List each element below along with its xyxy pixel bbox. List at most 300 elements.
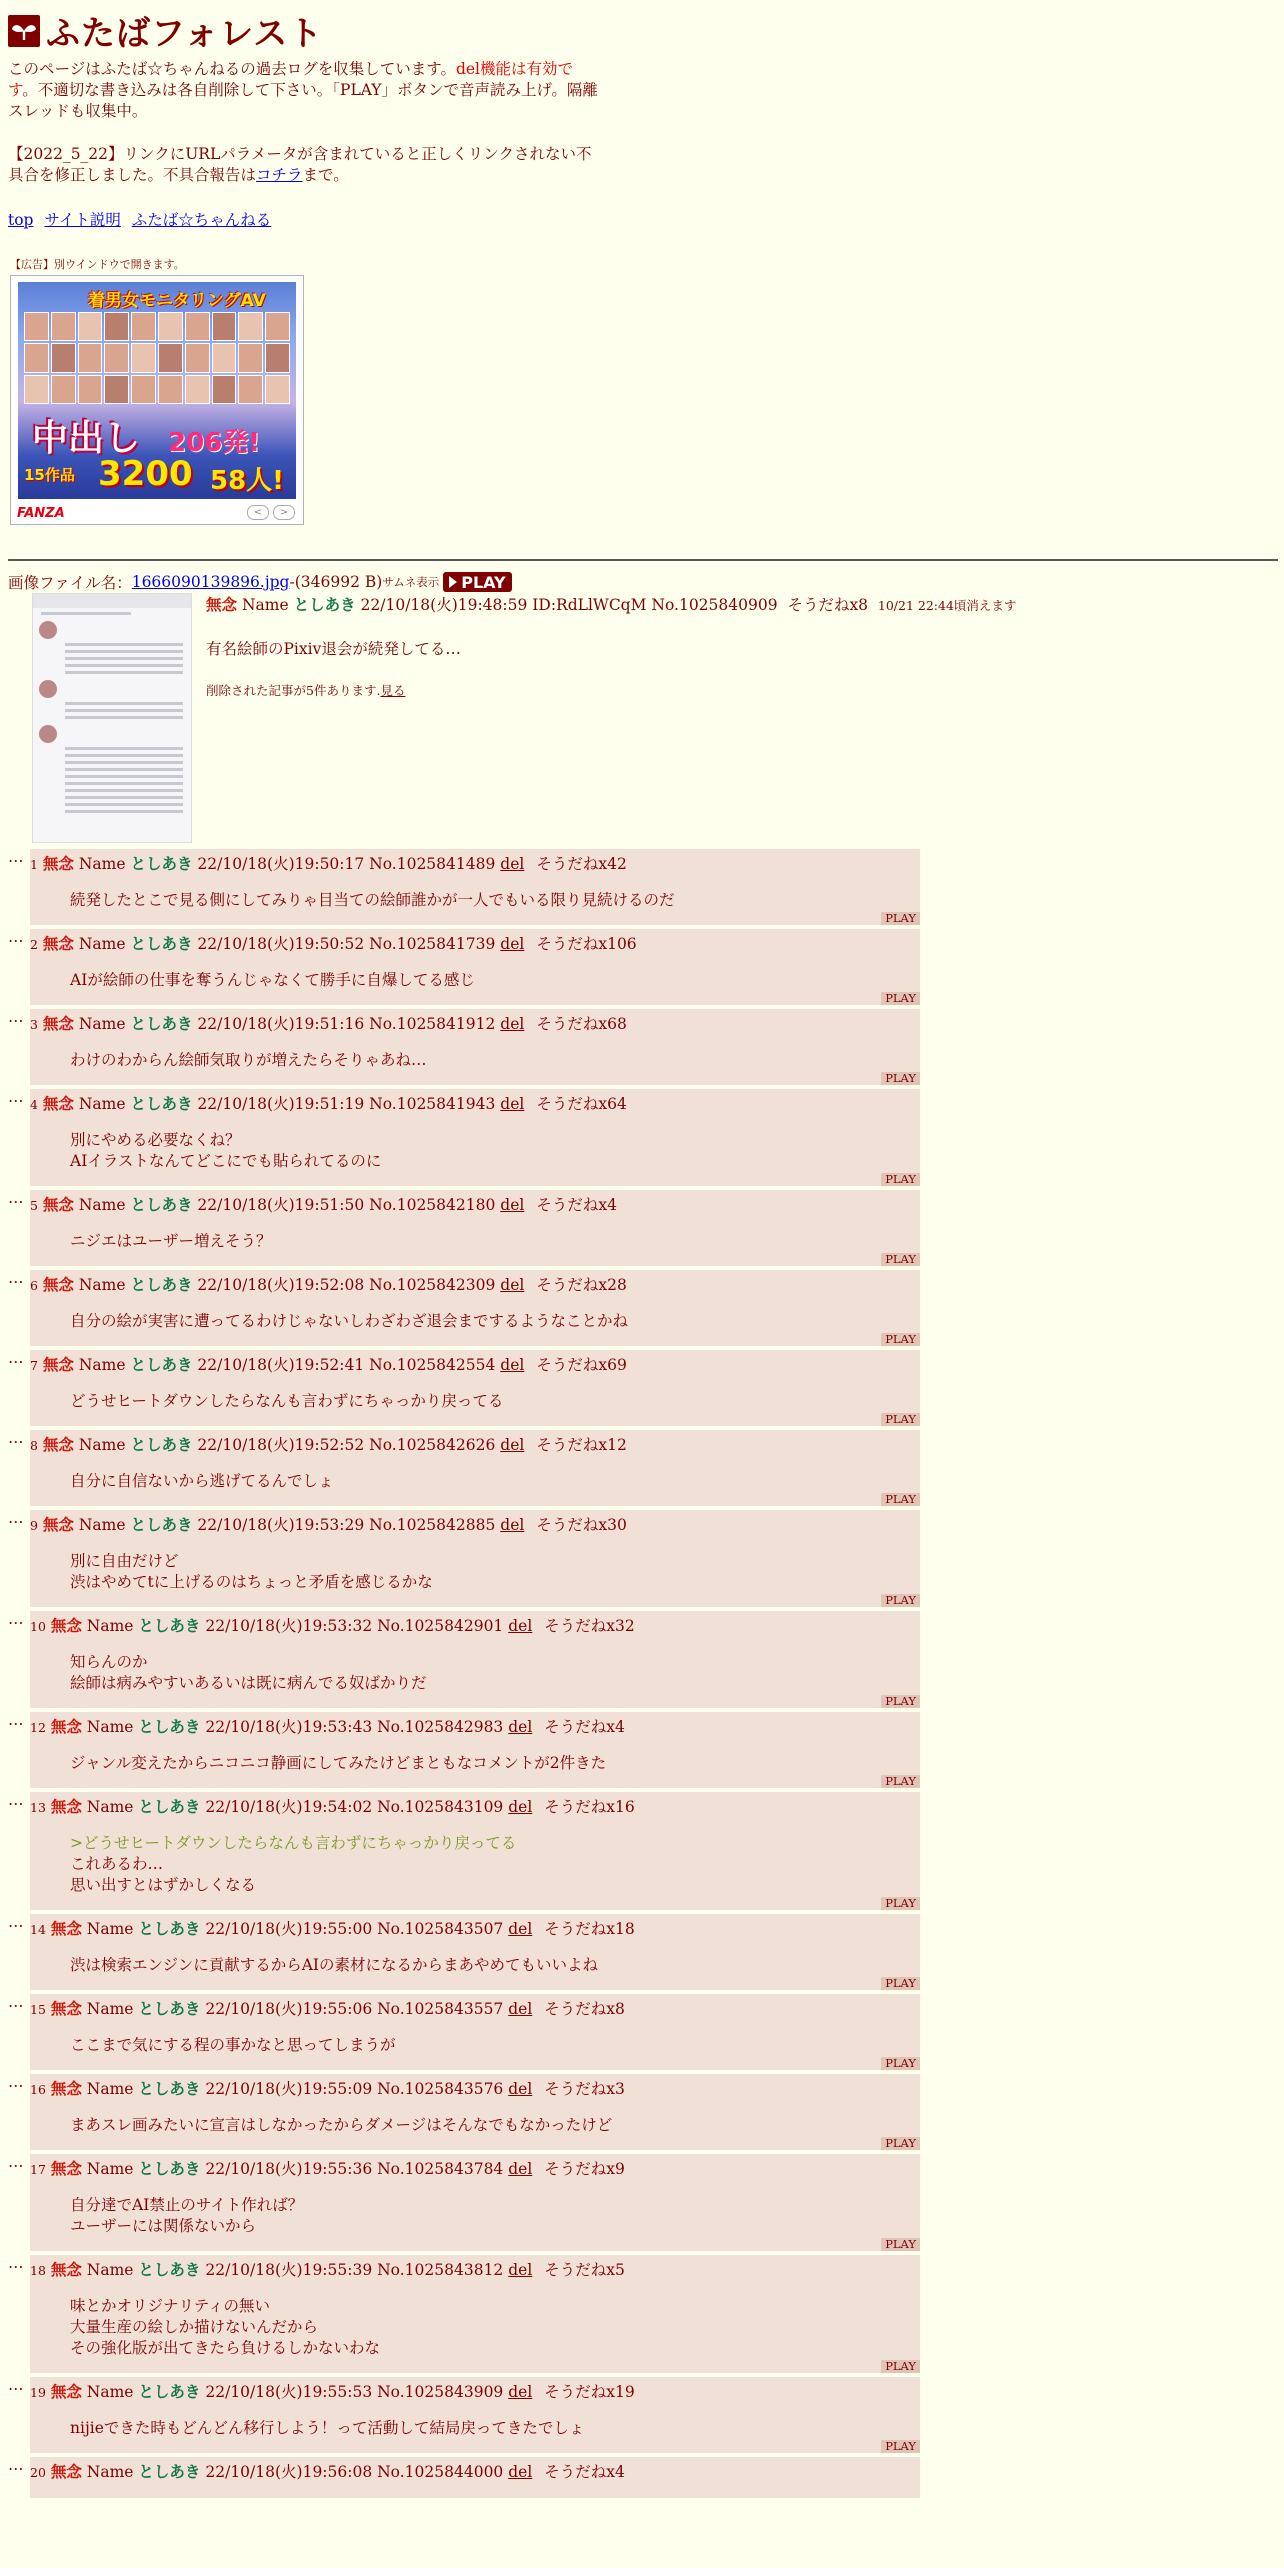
reply-post <box>30 1712 920 1788</box>
reply-datetime: 22/10/18(火)19:54:02 No.1025843109 <box>205 1798 504 1816</box>
nav-top-link[interactable]: top <box>8 211 34 229</box>
op-sodane[interactable]: そうだねx8 <box>787 596 869 614</box>
ad-label: 【広告】別ウインドウで開きます。 <box>10 258 185 271</box>
reply-dots-icon: … <box>8 1913 24 1931</box>
reply-post <box>30 1792 920 1910</box>
reply-name-label: Name <box>78 1196 126 1214</box>
reply-del-link[interactable]: del <box>508 1718 533 1736</box>
reply-body <box>70 1753 920 1774</box>
reply-line: 渋は検索エンジンに貢献するからAIの素材になるからまあやめてもいいよね <box>70 1956 599 1974</box>
reply-datetime: 22/10/18(火)19:55:00 No.1025843507 <box>205 1920 504 1938</box>
reply-number: 14 <box>30 1922 46 1937</box>
reply-row <box>8 2255 1276 2373</box>
reply-number: 18 <box>30 2263 46 2278</box>
reply-number: 1 <box>30 857 38 872</box>
show-deleted-link[interactable]: 見る <box>380 683 406 698</box>
reply-name-label: Name <box>86 2383 134 2401</box>
reply-name-label: Name <box>78 1356 126 1374</box>
reply-post <box>30 1350 920 1426</box>
reply-line: 自分達でAI禁止のサイト作れば？ <box>70 2196 304 2214</box>
reply-play-button[interactable]: PLAY <box>881 1072 920 1085</box>
reply-line: ニジエはユーザー増えそう？ <box>70 1232 272 1250</box>
reply-row <box>8 1994 1276 2070</box>
reply-name: としあき <box>130 854 193 873</box>
reply-name-label: Name <box>78 1516 126 1534</box>
reply-number: 8 <box>30 1438 38 1453</box>
reply-line: 思い出すとはずかしくなる <box>70 1876 257 1894</box>
reply-name-label: Name <box>86 1718 134 1736</box>
reply-row <box>8 1009 1276 1085</box>
reply-name-label: Name <box>78 935 126 953</box>
reply-row <box>8 2457 1276 2498</box>
reply-datetime: 22/10/18(火)19:53:29 No.1025842885 <box>197 1516 496 1534</box>
reply-number: 17 <box>30 2162 46 2177</box>
reply-del-link[interactable]: del <box>508 1798 533 1816</box>
reply-subject: 無念 <box>50 2462 82 2481</box>
reply-post <box>30 1009 920 1085</box>
reply-name: としあき <box>130 1195 193 1214</box>
reply-play-button[interactable]: PLAY <box>881 1333 920 1346</box>
reply-post <box>30 2255 920 2373</box>
ad-works: 15作品 <box>24 466 75 484</box>
reply-line: 別にやめる必要なくね？ <box>70 1131 241 1149</box>
reply-number: 6 <box>30 1278 38 1293</box>
reply-post <box>30 1914 920 1990</box>
reply-sodane[interactable]: そうだねx3 <box>544 2080 625 2098</box>
reply-number: 9 <box>30 1518 38 1533</box>
reply-sodane[interactable]: そうだねx18 <box>544 1920 635 1938</box>
reply-name-label: Name <box>78 1095 126 1113</box>
reply-dots-icon: … <box>8 1711 24 1729</box>
bug-report-link[interactable]: コチラ <box>256 166 303 184</box>
reply-sodane[interactable]: そうだねx4 <box>536 1196 617 1214</box>
reply-dots-icon: … <box>8 2073 24 2091</box>
reply-del-link[interactable]: del <box>500 935 525 953</box>
reply-name: としあき <box>130 1355 193 1374</box>
reply-body <box>70 1050 920 1071</box>
reply-line: 絵師は病みやすいあるいは既に病んでる奴ばかりだ <box>70 1674 427 1692</box>
file-size: -(346992 B) <box>289 573 383 591</box>
site-title[interactable]: ふたばフォレスト <box>46 14 324 54</box>
reply-header <box>30 1998 920 2021</box>
reply-line: AIが絵師の仕事を奪うんじゃなくて勝手に自爆してる感じ <box>70 971 475 989</box>
reply-row <box>8 1510 1276 1607</box>
reply-datetime: 22/10/18(火)19:50:17 No.1025841489 <box>197 855 496 873</box>
reply-line: どうせヒートダウンしたらなんも言わずにちゃっかり戻ってる <box>70 1392 504 1410</box>
reply-datetime: 22/10/18(火)19:56:08 No.1025844000 <box>205 2463 504 2481</box>
reply-line: ジャンル変えたからニコニコ静画にしてみたけどまともなコメントが2件きた <box>70 1754 607 1772</box>
reply-row <box>8 849 1276 925</box>
ad-headline: 中出し <box>32 418 141 459</box>
reply-name: としあき <box>138 2260 201 2279</box>
notice-end: まで。 <box>302 166 349 184</box>
site-header <box>8 6 1276 55</box>
reply-body <box>70 1833 920 1896</box>
play-icon <box>449 576 457 588</box>
deleted-note-text: 削除された記事が5件あります. <box>206 683 381 698</box>
reply-name: としあき <box>138 2079 201 2098</box>
reply-number: 10 <box>30 1619 46 1634</box>
reply-post <box>30 2154 920 2251</box>
ad-next-icon[interactable]: > <box>273 505 295 520</box>
reply-del-link[interactable]: del <box>508 2261 533 2279</box>
reply-body <box>70 1471 920 1492</box>
reply-dots-icon: … <box>8 928 24 946</box>
reply-del-link[interactable]: del <box>508 2080 533 2098</box>
reply-del-link[interactable]: del <box>500 1436 525 1454</box>
reply-row <box>8 1914 1276 1990</box>
reply-sodane[interactable]: そうだねx69 <box>536 1356 627 1374</box>
reply-subject: 無念 <box>42 1435 74 1454</box>
reply-number: 13 <box>30 1800 46 1815</box>
reply-header <box>30 933 920 956</box>
reply-post <box>30 1430 920 1506</box>
reply-post <box>30 1510 920 1607</box>
reply-name: としあき <box>130 1014 193 1033</box>
reply-sodane[interactable]: そうだねx16 <box>544 1798 635 1816</box>
reply-name: としあき <box>138 1717 201 1736</box>
reply-line: 大量生産の絵しか描けないんだから <box>70 2318 319 2336</box>
reply-line: ここまで気にする程の事かなと思ってしまうが <box>70 2036 396 2054</box>
reply-sodane[interactable]: そうだねx32 <box>544 1617 635 1635</box>
reply-sodane[interactable]: そうだねx19 <box>544 2383 635 2401</box>
ad-thumbnail-grid <box>24 312 290 404</box>
reply-row <box>8 1350 1276 1426</box>
reply-post <box>30 2074 920 2150</box>
reply-dots-icon: … <box>8 1008 24 1026</box>
reply-post <box>30 849 920 925</box>
reply-play-button[interactable]: PLAY <box>881 1775 920 1788</box>
reply-datetime: 22/10/18(火)19:51:50 No.1025842180 <box>197 1196 496 1214</box>
reply-body <box>70 1130 920 1172</box>
reply-header <box>30 1354 920 1377</box>
reply-dots-icon: … <box>8 1349 24 1367</box>
reply-play-button[interactable]: PLAY <box>881 1493 920 1506</box>
reply-dots-icon: … <box>8 2254 24 2272</box>
reply-line: 渋はやめてtに上げるのはちょっと矛盾を感じるかな <box>70 1573 433 1591</box>
reply-del-link[interactable]: del <box>500 1196 525 1214</box>
reply-row <box>8 1712 1276 1788</box>
reply-body <box>70 890 920 911</box>
reply-post <box>30 929 920 1005</box>
reply-subject: 無念 <box>42 1014 74 1033</box>
reply-datetime: 22/10/18(火)19:53:32 No.1025842901 <box>205 1617 504 1635</box>
reply-del-link[interactable]: del <box>500 1356 525 1374</box>
futaba-leaf-logo-icon[interactable] <box>8 15 40 47</box>
op-body <box>206 593 1206 699</box>
reply-number: 20 <box>30 2465 46 2480</box>
op-file-line <box>8 571 1276 593</box>
thumb-note: サムネ表示 <box>382 575 440 589</box>
reply-dots-icon: … <box>8 1610 24 1628</box>
op-play-label: PLAY <box>461 572 506 592</box>
reply-row <box>8 2377 1276 2453</box>
reply-header <box>30 2259 920 2282</box>
reply-subject: 無念 <box>50 1616 82 1635</box>
reply-post <box>30 1190 920 1266</box>
reply-header <box>30 1194 920 1217</box>
reply-play-button[interactable]: PLAY <box>881 1897 920 1910</box>
file-label: 画像ファイル名： <box>8 574 132 592</box>
reply-number: 7 <box>30 1358 38 1373</box>
reply-name: としあき <box>130 1275 193 1294</box>
deleted-note <box>206 681 1206 699</box>
reply-del-link[interactable]: del <box>508 2160 533 2178</box>
reply-del-link[interactable]: del <box>508 1617 533 1635</box>
reply-play-button[interactable]: PLAY <box>881 992 920 1005</box>
reply-play-button[interactable]: PLAY <box>881 1173 920 1186</box>
reply-body <box>70 2296 920 2359</box>
reply-play-button[interactable]: PLAY <box>881 1253 920 1266</box>
reply-body <box>70 1551 920 1593</box>
op-subject: 無念 <box>206 595 238 614</box>
reply-number: 5 <box>30 1198 38 1213</box>
reply-sodane[interactable]: そうだねx68 <box>536 1015 627 1033</box>
reply-line: 自分の絵が実害に遭ってるわけじゃないしわざわざ退会までするようなことかね <box>70 1312 629 1330</box>
reply-name: としあき <box>138 2159 201 2178</box>
reply-line: 知らんのか <box>70 1653 148 1671</box>
reply-play-button[interactable]: PLAY <box>881 2440 920 2453</box>
reply-sodane[interactable]: そうだねx30 <box>536 1516 627 1534</box>
intro-text <box>8 59 598 122</box>
reply-number: 15 <box>30 2002 46 2017</box>
reply-name: としあき <box>138 2462 201 2481</box>
reply-row <box>8 1190 1276 1266</box>
op-thumbnail[interactable] <box>32 593 192 843</box>
reply-line: これあるわ… <box>70 1855 164 1873</box>
ad-people: 58人! <box>210 466 285 496</box>
reply-datetime: 22/10/18(火)19:51:19 No.1025841943 <box>197 1095 496 1113</box>
reply-subject: 無念 <box>50 1797 82 1816</box>
reply-dots-icon: … <box>8 848 24 866</box>
reply-body <box>70 1652 920 1694</box>
reply-name-label: Name <box>78 1436 126 1454</box>
op-header <box>206 593 1206 615</box>
reply-sodane[interactable]: そうだねx4 <box>544 2463 625 2481</box>
reply-body <box>70 970 920 991</box>
reply-line: ユーザーには関係ないから <box>70 2217 257 2235</box>
reply-number: 3 <box>30 1017 38 1032</box>
reply-name-label: Name <box>86 2160 134 2178</box>
reply-line: その強化版が出てきたら負けるしかないわな <box>70 2339 381 2357</box>
reply-datetime: 22/10/18(火)19:55:39 No.1025843812 <box>205 2261 504 2279</box>
op-expire: 10/21 22:44頃消えます <box>877 598 1017 613</box>
reply-name: としあき <box>138 1999 201 2018</box>
reply-name-label: Name <box>86 2463 134 2481</box>
reply-datetime: 22/10/18(火)19:53:43 No.1025842983 <box>205 1718 504 1736</box>
reply-sodane[interactable]: そうだねx42 <box>536 855 627 873</box>
op-image-link[interactable]: 1666090139896.jpg <box>131 573 290 591</box>
ad-image[interactable] <box>18 282 296 499</box>
reply-body <box>70 2035 920 2056</box>
reply-line: 続発したとこで見る側にしてみりゃ目当ての絵師誰かが一人でもいる限り見続けるのだ <box>70 891 675 909</box>
reply-play-button[interactable]: PLAY <box>881 1594 920 1607</box>
bugfix-notice <box>8 144 598 186</box>
reply-play-button[interactable]: PLAY <box>881 1695 920 1708</box>
reply-dots-icon: … <box>8 2153 24 2171</box>
reply-header <box>30 2381 920 2404</box>
reply-datetime: 22/10/18(火)19:55:53 No.1025843909 <box>205 2383 504 2401</box>
reply-dots-icon: … <box>8 1269 24 1287</box>
reply-line: まあスレ画みたいに宣言はしなかったからダメージはそんなでもなかったけど <box>70 2116 613 2134</box>
reply-header <box>30 1013 920 1036</box>
reply-del-link[interactable]: del <box>508 2000 533 2018</box>
reply-name-label: Name <box>78 1015 126 1033</box>
reply-sodane[interactable]: そうだねx28 <box>536 1276 627 1294</box>
intro-part-2: 。不適切な書き込みは各自削除して下さい。「PLAY」ボタンで音声読み上げ。隔離スレッドも収集中。 <box>8 81 598 120</box>
reply-line: わけのわからん絵師気取りが増えたらそりゃあね… <box>70 1051 427 1069</box>
reply-row <box>8 2074 1276 2150</box>
reply-header <box>30 2158 920 2181</box>
reply-datetime: 22/10/18(火)19:51:16 No.1025841912 <box>197 1015 496 1033</box>
reply-subject: 無念 <box>42 1094 74 1113</box>
reply-dots-icon: … <box>8 2456 24 2474</box>
reply-play-button[interactable]: PLAY <box>881 2238 920 2251</box>
reply-name-label: Name <box>86 1617 134 1635</box>
reply-del-link[interactable]: del <box>500 1015 525 1033</box>
reply-body <box>70 2418 920 2439</box>
reply-del-link[interactable]: del <box>508 2463 533 2481</box>
reply-line: nijieできた時もどんどん移行しよう！って活動して結局戻ってきたでしょ <box>70 2419 585 2437</box>
reply-header <box>30 1434 920 1457</box>
ad-prev-icon[interactable]: < <box>247 505 269 520</box>
reply-header <box>30 2078 920 2101</box>
reply-row <box>8 929 1276 1005</box>
reply-play-button[interactable]: PLAY <box>881 1977 920 1990</box>
del-enabled-text: del機能は有効です <box>8 60 574 99</box>
reply-subject: 無念 <box>42 1515 74 1534</box>
reply-name: としあき <box>138 1797 201 1816</box>
nav-site-info-link[interactable]: サイト説明 <box>44 211 121 229</box>
reply-sodane[interactable]: そうだねx12 <box>536 1436 627 1454</box>
reply-name: としあき <box>130 1435 193 1454</box>
reply-subject: 無念 <box>42 1195 74 1214</box>
reply-line: 自分に自信ないから逃げてるんでしょ <box>70 1472 334 1490</box>
reply-datetime: 22/10/18(火)19:52:41 No.1025842554 <box>197 1356 496 1374</box>
reply-subject: 無念 <box>50 1919 82 1938</box>
reply-play-button[interactable]: PLAY <box>881 1413 920 1426</box>
ad-top-text: 着男女モニタリングAV <box>88 291 266 311</box>
reply-body <box>70 1955 920 1976</box>
reply-subject: 無念 <box>50 1999 82 2018</box>
reply-name-label: Name <box>86 2000 134 2018</box>
reply-name-label: Name <box>78 855 126 873</box>
reply-del-link[interactable]: del <box>508 1920 533 1938</box>
reply-header <box>30 1918 920 1941</box>
reply-name-label: Name <box>86 2080 134 2098</box>
ad-banner[interactable] <box>10 275 304 525</box>
reply-list <box>8 849 1276 2498</box>
reply-datetime: 22/10/18(火)19:55:09 No.1025843576 <box>205 2080 504 2098</box>
reply-post <box>30 1270 920 1346</box>
reply-play-button[interactable]: PLAY <box>881 2137 920 2150</box>
reply-name: としあき <box>138 1616 201 1635</box>
reply-subject: 無念 <box>42 934 74 953</box>
reply-dots-icon: … <box>8 1189 24 1207</box>
reply-sodane[interactable]: そうだねx106 <box>536 935 637 953</box>
divider <box>8 559 1278 561</box>
reply-line: AIイラストなんてどこにでも貼られてるのに <box>70 1152 382 1170</box>
reply-name-label: Name <box>86 2261 134 2279</box>
reply-header <box>30 1514 920 1537</box>
reply-subject: 無念 <box>42 1355 74 1374</box>
nav-futaba-link[interactable]: ふたば☆ちゃんねる <box>131 211 272 229</box>
reply-name: としあき <box>138 2382 201 2401</box>
reply-row <box>8 1270 1276 1346</box>
reply-row <box>8 1089 1276 1186</box>
reply-header <box>30 853 920 876</box>
reply-name: としあき <box>130 1515 193 1534</box>
reply-body <box>70 2115 920 2136</box>
reply-datetime: 22/10/18(火)19:52:52 No.1025842626 <box>197 1436 496 1454</box>
reply-header <box>30 1274 920 1297</box>
reply-datetime: 22/10/18(火)19:52:08 No.1025842309 <box>197 1276 496 1294</box>
reply-dots-icon: … <box>8 1791 24 1809</box>
reply-subject: 無念 <box>42 1275 74 1294</box>
reply-play-button[interactable]: PLAY <box>881 2360 920 2373</box>
reply-play-button[interactable]: PLAY <box>881 912 920 925</box>
reply-header <box>30 2461 920 2484</box>
op-post <box>8 593 1276 845</box>
reply-datetime: 22/10/18(火)19:55:06 No.1025843557 <box>205 2000 504 2018</box>
reply-del-link[interactable]: del <box>508 2383 533 2401</box>
intro-part-1: このページはふたば☆ちゃんねるの過去ログを収集しています。 <box>8 60 456 78</box>
reply-dots-icon: … <box>8 1509 24 1527</box>
reply-subject: 無念 <box>50 1717 82 1736</box>
reply-sodane[interactable]: そうだねx8 <box>544 2000 625 2018</box>
reply-header <box>30 1615 920 1638</box>
reply-del-link[interactable]: del <box>500 855 525 873</box>
reply-body <box>70 1391 920 1412</box>
reply-line: 味とかオリジナリティの無い <box>70 2297 270 2315</box>
reply-header <box>30 1093 920 1116</box>
reply-dots-icon: … <box>8 1993 24 2011</box>
reply-number: 12 <box>30 1720 46 1735</box>
ad-count: 206発! <box>168 428 261 458</box>
reply-name: としあき <box>130 1094 193 1113</box>
reply-del-link[interactable]: del <box>500 1276 525 1294</box>
reply-name: としあき <box>138 1919 201 1938</box>
reply-sodane[interactable]: そうだねx4 <box>544 1718 625 1736</box>
op-text: 有名絵師のPixiv退会が続発してる… <box>206 640 461 658</box>
reply-del-link[interactable]: del <box>500 1516 525 1534</box>
reply-subject: 無念 <box>50 2260 82 2279</box>
reply-number: 4 <box>30 1097 38 1112</box>
reply-sodane[interactable]: そうだねx9 <box>544 2160 625 2178</box>
nav-links <box>8 208 1276 230</box>
reply-post <box>30 1994 920 2070</box>
reply-row <box>8 1792 1276 1910</box>
reply-play-button[interactable]: PLAY <box>881 2057 920 2070</box>
reply-name-label: Name <box>78 1276 126 1294</box>
reply-post <box>30 1611 920 1708</box>
reply-header <box>30 1796 920 1819</box>
reply-row <box>8 1611 1276 1708</box>
reply-sodane[interactable]: そうだねx5 <box>544 2261 625 2279</box>
op-play-button[interactable] <box>443 572 511 592</box>
reply-dots-icon: … <box>8 1429 24 1447</box>
ad-brand-logo: FANZA <box>17 506 65 521</box>
notice-text: 【2022_5_22】リンクにURLパラメータが含まれていると正しくリンクされない不具合を修正しました。不具合報告は <box>8 145 592 184</box>
reply-sodane[interactable]: そうだねx64 <box>536 1095 627 1113</box>
reply-row <box>8 2154 1276 2251</box>
reply-del-link[interactable]: del <box>500 1095 525 1113</box>
reply-name: としあき <box>130 934 193 953</box>
op-name-label: Name <box>241 596 289 614</box>
reply-body <box>70 2195 920 2237</box>
reply-body <box>70 1231 920 1252</box>
reply-row <box>8 1430 1276 1506</box>
